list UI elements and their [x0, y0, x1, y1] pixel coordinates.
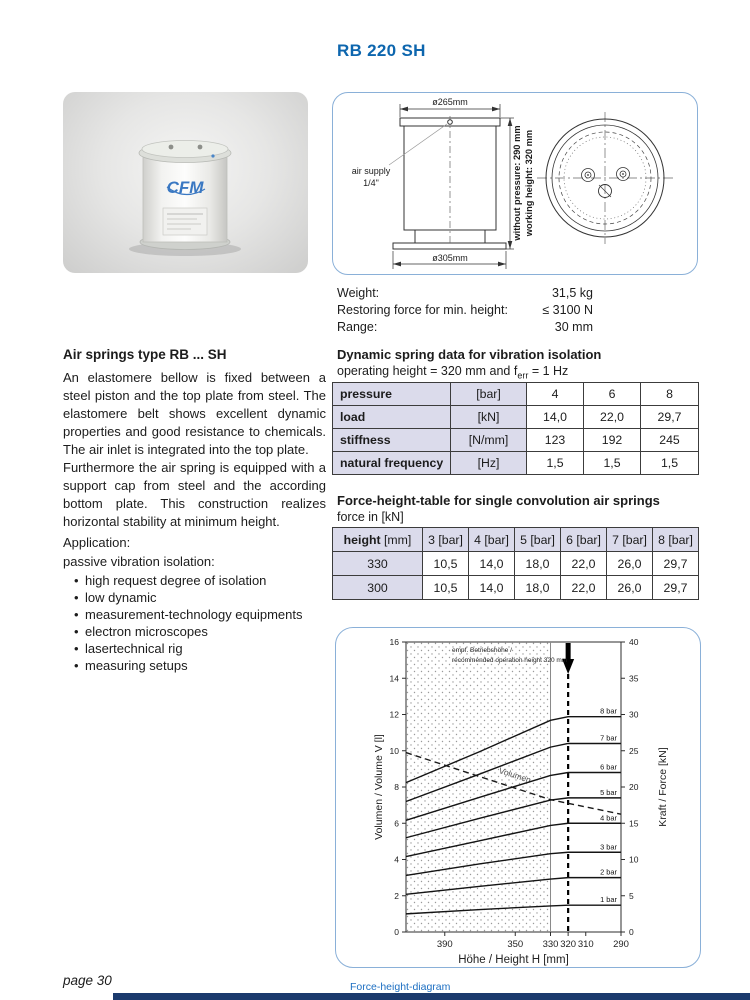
svg-text:recommended operation height 3: recommended operation height 320 mm	[452, 657, 568, 664]
svg-text:10: 10	[629, 854, 639, 865]
table-cell: natural frequency	[333, 452, 451, 475]
svg-text:2: 2	[394, 890, 399, 901]
product-photo-panel	[63, 92, 308, 273]
table-header-cell: height [mm]	[333, 528, 423, 552]
table-header-row	[333, 528, 699, 552]
svg-text:30: 30	[629, 709, 639, 720]
table-row	[333, 406, 699, 429]
table-cell: 29,7	[653, 576, 699, 600]
table-cell: 10,5	[423, 552, 469, 576]
diagram-caption: Force-height-diagram	[350, 981, 451, 993]
table-header-cell: 7 [bar]	[607, 528, 653, 552]
table-row	[333, 452, 699, 475]
svg-text:5: 5	[629, 890, 634, 901]
dynamic-table-heading: Dynamic spring data for vibration isolation	[337, 347, 602, 362]
list-item: • measuring setups	[63, 657, 326, 674]
table-cell: 26,0	[607, 552, 653, 576]
without-pressure-label: without pressure: 290 mm	[512, 125, 522, 241]
footer-bar	[113, 993, 750, 1000]
svg-text:Volumen: Volumen	[497, 765, 533, 786]
table-cell: 22,0	[561, 552, 607, 576]
application-intro: passive vibration isolation:	[63, 554, 215, 569]
table-cell: stiffness	[333, 429, 451, 452]
svg-text:35: 35	[629, 673, 639, 684]
svg-text:320: 320	[560, 939, 577, 950]
spec-row	[337, 319, 593, 336]
svg-text:6: 6	[394, 818, 399, 829]
technical-drawing-panel	[332, 92, 698, 275]
svg-text:2 bar: 2 bar	[600, 867, 617, 877]
table-cell: 245	[641, 429, 699, 452]
table-cell: 14,0	[469, 552, 515, 576]
spec-value: ≤ 3100 N	[542, 303, 593, 317]
cfm-logo: CFM	[166, 178, 204, 197]
description-paragraph: Furthermore the air spring is equipped with a support cap from steel and the according bottom plate. This construction realizes horizontal stability at minimum height.	[63, 460, 326, 529]
svg-text:330: 330	[542, 939, 559, 950]
table-cell: 29,7	[641, 406, 699, 429]
table-cell: 14,0	[527, 406, 584, 429]
spec-row	[337, 285, 593, 302]
svg-text:4: 4	[394, 854, 399, 865]
table-cell: [bar]	[451, 383, 527, 406]
valve-dot	[211, 154, 214, 157]
svg-text:310: 310	[577, 939, 594, 950]
application-heading: Application:	[63, 535, 131, 550]
top-hole	[169, 145, 174, 150]
dynamic-table-subheading: operating height = 320 mm and $f_{err} = 1$ Hz	[337, 364, 569, 381]
svg-text:0: 0	[629, 927, 634, 937]
svg-text:350: 350	[507, 939, 524, 950]
table-cell: 18,0	[515, 552, 561, 576]
force-height-chart-panel	[335, 627, 701, 968]
table-cell: 330	[333, 552, 423, 576]
table-cell: 22,0	[561, 576, 607, 600]
table-row	[333, 383, 699, 406]
table-header-cell: 8 [bar]	[653, 528, 699, 552]
page-title: RB 220 SH	[337, 41, 426, 60]
table-cell: 14,0	[469, 576, 515, 600]
product-photo-illustration	[63, 92, 308, 273]
table-header-cell: 4 [bar]	[469, 528, 515, 552]
svg-text:12: 12	[389, 709, 399, 720]
list-item: • low dynamic	[63, 589, 326, 606]
spec-label: Weight:	[337, 286, 380, 300]
table-cell: load	[333, 406, 451, 429]
svg-text:3 bar: 3 bar	[600, 842, 617, 852]
svg-text:10: 10	[389, 745, 399, 756]
table-cell: 1,5	[584, 452, 641, 475]
description-body	[63, 369, 326, 531]
page-number: page 30	[63, 973, 112, 988]
table-header-cell: 6 [bar]	[561, 528, 607, 552]
list-item: • measurement-technology equipments	[63, 606, 326, 623]
top-hole	[198, 145, 203, 150]
svg-text:Höhe / Height H [mm]: Höhe / Height H [mm]	[458, 954, 569, 966]
svg-text:20: 20	[629, 782, 639, 792]
dim-bottom-label: ø305mm	[432, 253, 468, 263]
spec-value: 30 mm	[554, 320, 593, 334]
table-cell: [N/mm]	[451, 429, 527, 452]
svg-text:1 bar: 1 bar	[600, 895, 617, 905]
working-height-label: working height: 320 mm	[524, 129, 534, 237]
table-cell: 18,0	[515, 576, 561, 600]
dynamic-spring-table	[332, 382, 699, 475]
air-supply-label: air supply	[351, 166, 391, 176]
svg-text:Volumen / Volume V [l]: Volumen / Volume V [l]	[373, 734, 385, 840]
table-cell: 26,0	[607, 576, 653, 600]
table-cell: 29,7	[653, 552, 699, 576]
table-cell: 123	[527, 429, 584, 452]
application-list	[63, 572, 326, 674]
table-cell: [kN]	[451, 406, 527, 429]
list-item: • high request degree of isolation	[63, 572, 326, 589]
svg-text:290: 290	[613, 939, 629, 950]
table-row	[333, 576, 699, 600]
svg-text:8 bar: 8 bar	[600, 706, 617, 716]
side-view	[389, 104, 514, 269]
force-height-chart	[336, 628, 698, 966]
table-cell: 300	[333, 576, 423, 600]
svg-text:7 bar: 7 bar	[600, 733, 617, 743]
table-cell: 4	[527, 383, 584, 406]
svg-text:6 bar: 6 bar	[600, 762, 617, 772]
svg-text:390: 390	[436, 939, 453, 950]
table-cell: 10,5	[423, 576, 469, 600]
svg-text:16: 16	[389, 637, 399, 647]
table-cell: 6	[584, 383, 641, 406]
top-view	[537, 112, 673, 244]
description-paragraph: An elastomere bellow is fixed between a steel piston and the top plate from steel. The elastomere belt shows excellent dynamic properties and good resistance to chemicals. The air inlet is integrated into the top plate.	[63, 370, 326, 457]
svg-text:0: 0	[394, 927, 399, 937]
table-header-cell: 3 [bar]	[423, 528, 469, 552]
table-cell: [Hz]	[451, 452, 527, 475]
table-cell: 1,5	[527, 452, 584, 475]
description-heading: Air springs type RB ... SH	[63, 347, 227, 362]
spec-value: 31,5 kg	[551, 286, 593, 300]
svg-text:5 bar: 5 bar	[600, 787, 617, 797]
list-item: • lasertechnical rig	[63, 640, 326, 657]
table-cell: 8	[641, 383, 699, 406]
list-item: • electron microscopes	[63, 623, 326, 640]
table-cell: pressure	[333, 383, 451, 406]
spec-list	[337, 285, 593, 336]
table-cell: 192	[584, 429, 641, 452]
dim-top-label: ø265mm	[432, 97, 468, 107]
spec-label: Range:	[337, 320, 378, 334]
svg-text:25: 25	[629, 745, 639, 756]
air-supply-size: 1/4"	[363, 178, 379, 188]
force-table-subheading: force in [kN]	[337, 510, 404, 524]
technical-drawing	[333, 93, 695, 272]
table-row	[333, 429, 699, 452]
label-sticker	[163, 208, 207, 235]
svg-text:8: 8	[394, 782, 399, 792]
table-header-cell: 5 [bar]	[515, 528, 561, 552]
table-cell: 1,5	[641, 452, 699, 475]
svg-text:4 bar: 4 bar	[600, 813, 617, 823]
svg-text:Kraft / Force [kN]: Kraft / Force [kN]	[657, 747, 669, 827]
spec-row	[337, 302, 593, 319]
svg-text:15: 15	[629, 818, 639, 829]
table-row	[333, 552, 699, 576]
svg-text:14: 14	[389, 673, 399, 684]
svg-text:empf. Betriebshöhe /: empf. Betriebshöhe /	[452, 647, 512, 654]
force-height-table	[332, 527, 699, 600]
table-cell: 22,0	[584, 406, 641, 429]
svg-text:40: 40	[629, 637, 639, 647]
spec-label: Restoring force for min. height:	[337, 303, 508, 317]
force-table-heading: Force-height-table for single convolution air springs	[337, 493, 660, 508]
